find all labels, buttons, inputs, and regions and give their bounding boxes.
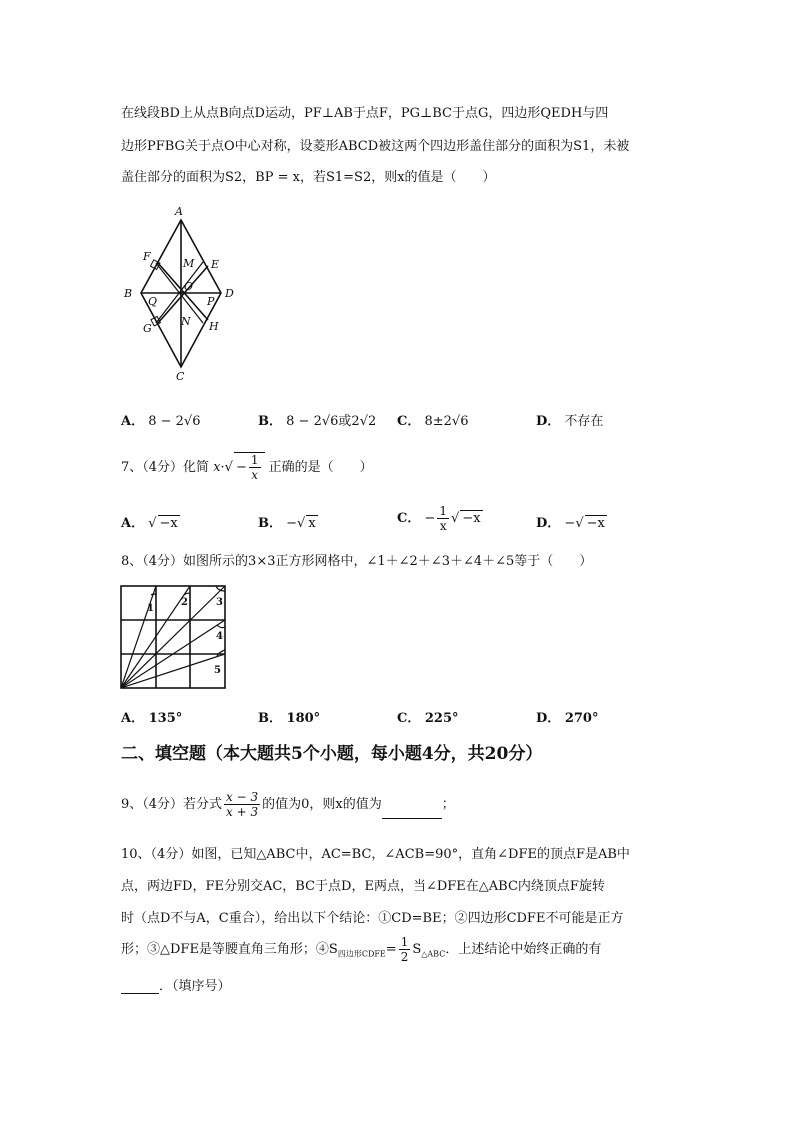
label-e: E <box>211 258 220 271</box>
label-h: H <box>209 320 219 333</box>
option-letter: B． <box>258 516 282 531</box>
q10-line4-a: 形；③△DFE是等腰直角三角形；④S <box>121 942 338 957</box>
q10-line-2: 点，两边FD，FE分别交AC，BC于点D，E两点，当∠DFE在△ABC内绕顶点F旋转 <box>121 879 605 894</box>
q7-frac-num: 1 <box>250 453 259 467</box>
label-f: F <box>143 250 151 263</box>
option-sign: − <box>286 516 298 531</box>
option-letter: A． <box>121 414 145 429</box>
label-a: A <box>175 205 183 218</box>
label-d: D <box>225 287 234 300</box>
q7-option-b[interactable] <box>258 512 318 531</box>
q10-s: S <box>412 942 422 957</box>
option-letter: D． <box>536 516 561 531</box>
q7-expr-x: x· <box>213 460 225 475</box>
option-text: 225° <box>424 711 459 726</box>
sqrt-symbol: √ <box>451 511 460 526</box>
q10-answer-blank[interactable] <box>121 993 159 994</box>
option-text-2: 2√2 <box>351 414 377 429</box>
q8-option-b[interactable] <box>258 707 320 726</box>
q10-eq: = <box>385 942 397 957</box>
angle-label-4: 4 <box>216 631 223 642</box>
option-letter: D． <box>536 414 561 429</box>
option-text: 135° <box>148 711 183 726</box>
option-radicand: x <box>308 516 316 531</box>
option-text: 8±2√6 <box>424 414 469 429</box>
angle-label-1: 1 <box>147 603 154 614</box>
q9-stem <box>121 790 455 819</box>
option-text: 270° <box>564 711 599 726</box>
option-letter: A． <box>121 711 145 726</box>
q7-suffix: 正确的是（ ） <box>268 460 373 475</box>
q10-line-5 <box>121 975 231 994</box>
q10-line-3: 时（点D不与A，C重合），给出以下个结论：①CD=BE；②四边形CDFE不可能是正方 <box>121 911 624 926</box>
ray-5 <box>121 654 225 688</box>
q10-frac-num: 1 <box>400 935 409 949</box>
q9-suffix-2: ； <box>441 797 455 812</box>
q10-frac-den: 2 <box>400 950 409 964</box>
grid-figure <box>118 583 230 693</box>
q7-frac-den: x <box>251 468 259 482</box>
q6-line-3: 盖住部分的面积为S2，BP = x，若S1=S2，则x的值是（ ） <box>121 170 496 185</box>
q10-line4-b: ．上述结论中始终正确的有 <box>445 942 602 957</box>
option-letter: B． <box>258 711 282 726</box>
ray-1 <box>121 586 156 688</box>
q9-answer-blank[interactable] <box>382 818 442 819</box>
angle-label-2: 2 <box>181 597 188 608</box>
option-frac-den: x <box>439 519 447 533</box>
label-c: C <box>176 370 185 383</box>
q6-line-2: 边形PFBG关于点O中心对称，设菱形ABCD被这两个四边形盖住部分的面积为S1，未被 <box>121 139 630 154</box>
q7-option-c[interactable] <box>397 504 483 533</box>
q6-option-a[interactable] <box>121 410 201 429</box>
option-letter: C． <box>397 711 421 726</box>
sqrt-symbol: √ <box>148 516 157 531</box>
q6-line-1: 在线段BD上从点B向点D运动，PF⊥AB于点F，PG⊥BC于点G，四边形QEDH与四 <box>121 106 609 121</box>
q7-stem <box>121 452 373 482</box>
section-heading: 二、填空题（本大题共5个小题，每小题4分，共20分） <box>121 744 543 764</box>
option-letter: D． <box>536 711 561 726</box>
q7-radicand: − $\frac{1}{x}$ <box>234 452 265 482</box>
sqrt-symbol: √ <box>224 460 233 475</box>
ray-3 <box>121 586 225 688</box>
q10-line-1: 10、（4分）如图，已知△ABC中，AC=BC，∠ACB=90°，直角∠DFE的顶点F是AB中 <box>121 847 630 862</box>
option-text: 8 − 2√6 <box>286 414 339 429</box>
q10-sub-abc: △ABC <box>421 949 446 959</box>
angle-label-3: 3 <box>216 597 223 608</box>
option-sign: − <box>564 516 576 531</box>
option-letter: A． <box>121 516 145 531</box>
option-letter: B． <box>258 414 282 429</box>
q9-prefix: 9、（4分）若分式 <box>121 797 223 812</box>
q8-option-d[interactable] <box>536 707 598 726</box>
q9-suffix: 的值为0，则x的值为 <box>262 797 382 812</box>
q7-prefix: 7、（4分）化简 <box>121 460 210 475</box>
label-b: B <box>124 287 133 300</box>
q10-sub-quad: 四边形CDFE <box>337 949 386 959</box>
q8-option-a[interactable] <box>121 707 182 726</box>
sqrt-symbol: √ <box>575 516 584 531</box>
option-letter: C． <box>397 414 421 429</box>
q6-option-c[interactable] <box>397 410 469 429</box>
option-sign: − <box>424 511 436 526</box>
option-text: 8 − 2√6 <box>148 414 201 429</box>
option-radicand: −x <box>462 511 481 526</box>
label-p: P <box>207 295 215 308</box>
option-or: 或 <box>338 414 352 429</box>
q7-option-d[interactable] <box>536 512 607 531</box>
label-q: Q <box>148 295 158 308</box>
q6-option-b[interactable] <box>258 410 376 429</box>
option-letter: C． <box>397 511 421 526</box>
rhombus-figure <box>115 200 255 390</box>
option-radicand: −x <box>586 516 605 531</box>
q10-line5: ．（填序号） <box>159 979 231 994</box>
q9-frac-den: x + 3 <box>226 805 259 819</box>
q7-option-a[interactable] <box>121 512 180 531</box>
label-g: G <box>143 322 152 335</box>
angle-arc-4 <box>217 625 225 628</box>
option-radicand: −x <box>159 516 178 531</box>
sqrt-symbol: √ <box>297 516 306 531</box>
label-o: O <box>184 280 194 293</box>
option-text: 180° <box>286 711 321 726</box>
q8-option-c[interactable] <box>397 707 459 726</box>
q6-option-d[interactable] <box>536 410 603 429</box>
q10-line-4 <box>121 935 601 964</box>
q8-stem: 8、（4分）如图所示的3×3正方形网格中，∠1＋∠2＋∠3＋∠4＋∠5等于（ ） <box>121 554 593 569</box>
option-frac-num: 1 <box>439 504 448 518</box>
q9-frac-num: x − 3 <box>226 790 259 804</box>
angle-label-5: 5 <box>214 665 221 676</box>
option-text: 不存在 <box>564 414 604 429</box>
label-n: N <box>181 315 191 328</box>
label-m: M <box>183 257 195 270</box>
